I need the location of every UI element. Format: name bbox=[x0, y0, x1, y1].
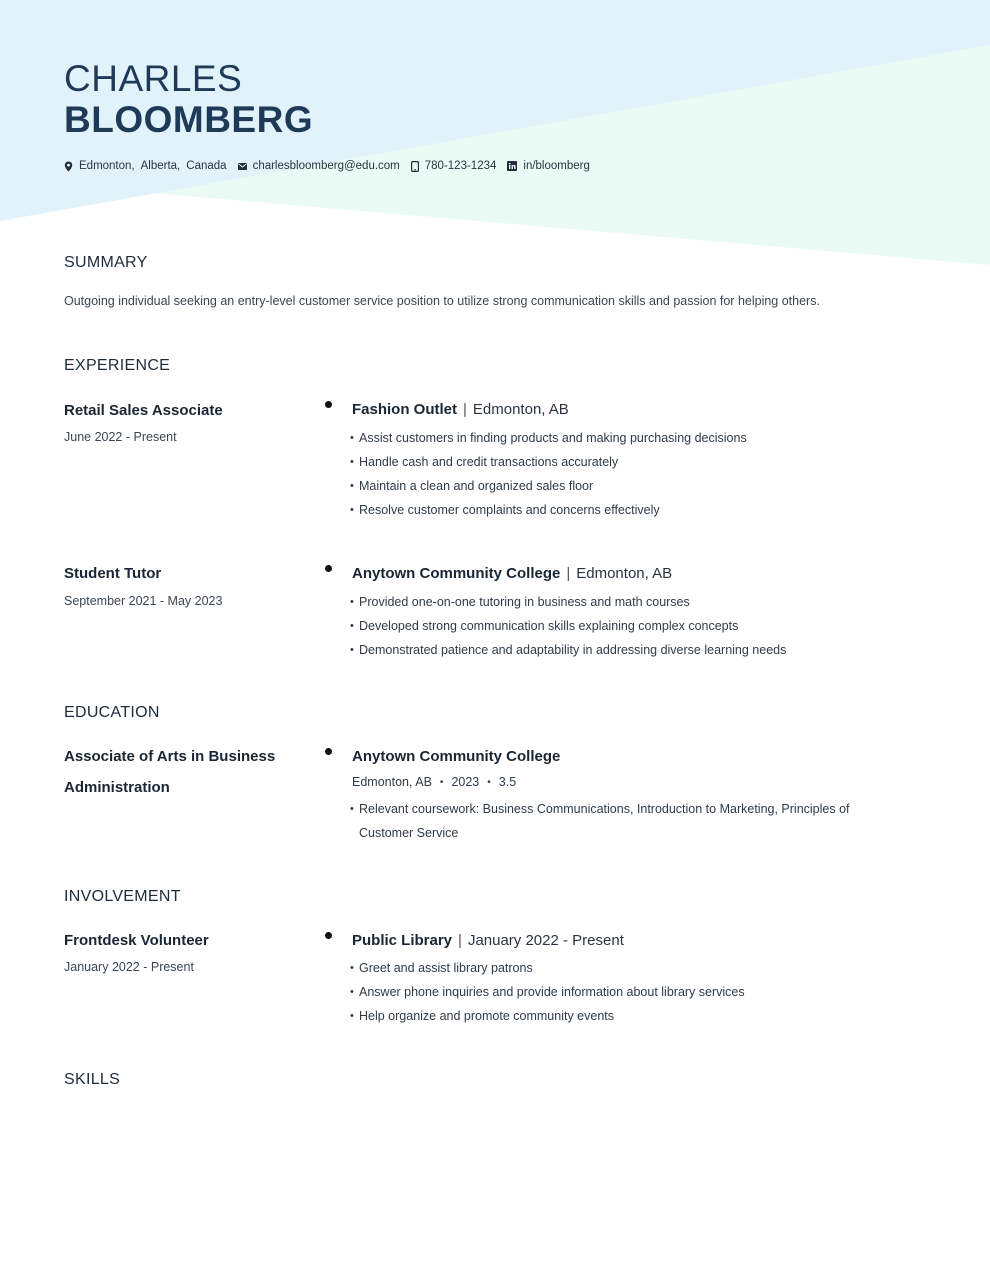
timeline-dot bbox=[325, 401, 332, 408]
job-title: Retail Sales Associate bbox=[64, 402, 223, 419]
job-org-line bbox=[352, 565, 672, 582]
first-name: CHARLES bbox=[64, 58, 243, 99]
contact-city: Edmonton, bbox=[79, 160, 135, 172]
contact-email[interactable] bbox=[238, 160, 400, 172]
education-bullets bbox=[350, 797, 905, 845]
timeline-dot bbox=[325, 565, 332, 572]
degree-title bbox=[64, 741, 304, 803]
linkedin-icon bbox=[507, 161, 517, 171]
employer-location: Edmonton, AB bbox=[576, 565, 673, 582]
job-dates: September 2021 - May 2023 bbox=[64, 594, 223, 608]
employer-name: Fashion Outlet bbox=[352, 401, 457, 418]
contact-location bbox=[64, 160, 227, 172]
involvement-org-dates: January 2022 - Present bbox=[467, 932, 624, 949]
contact-province: Alberta, bbox=[140, 160, 181, 172]
graduation-year: 2023 bbox=[451, 775, 480, 789]
contact-phone[interactable] bbox=[411, 160, 497, 172]
job-bullets bbox=[350, 426, 920, 522]
list-item: • Handle cash and credit transactions accurately bbox=[350, 450, 920, 474]
experience-heading: EXPERIENCE bbox=[64, 357, 171, 374]
summary-heading: SUMMARY bbox=[64, 254, 148, 271]
summary-text: Outgoing individual seeking an entry-level customer service position to utilize strong communication skills and passion for helping others. bbox=[64, 294, 820, 308]
education-meta bbox=[352, 775, 516, 789]
list-item: • Answer phone inquiries and provide information about library services bbox=[350, 980, 920, 1004]
involvement-org: Public Library bbox=[352, 932, 453, 949]
linkedin-text: in/bloomberg bbox=[523, 160, 590, 172]
list-item: • Resolve customer complaints and concerns effectively bbox=[350, 498, 920, 522]
list-item: • Greet and assist library patrons bbox=[350, 956, 920, 980]
contact-bar bbox=[64, 160, 601, 172]
meta-separator: • bbox=[487, 776, 491, 788]
list-item: • Help organize and promote community events bbox=[350, 1004, 920, 1028]
phone-icon bbox=[411, 161, 419, 172]
degree-line-2: Administration bbox=[64, 779, 170, 796]
list-item: • Provided one-on-one tutoring in business and math courses bbox=[350, 590, 920, 614]
education-heading: EDUCATION bbox=[64, 704, 160, 721]
involvement-org-line bbox=[352, 932, 624, 949]
list-item: • Assist customers in finding products and making purchasing decisions bbox=[350, 426, 920, 450]
pipe-separator: | bbox=[463, 401, 467, 418]
job-bullets bbox=[350, 590, 920, 662]
degree-line-1: Associate of Arts in Business bbox=[64, 748, 276, 765]
involvement-role: Frontdesk Volunteer bbox=[64, 932, 209, 949]
timeline-dot bbox=[325, 748, 332, 755]
school-location: Edmonton, AB bbox=[352, 775, 432, 789]
pipe-separator: | bbox=[566, 565, 571, 582]
involvement-bullets bbox=[350, 956, 920, 1028]
location-pin-icon bbox=[64, 161, 73, 172]
candidate-name bbox=[64, 58, 313, 140]
job-org-line bbox=[352, 401, 569, 418]
employer-name: Anytown Community College bbox=[352, 565, 561, 582]
phone-text: 780-123-1234 bbox=[424, 160, 497, 172]
involvement-heading: INVOLVEMENT bbox=[64, 888, 181, 905]
contact-country: Canada bbox=[186, 160, 227, 172]
involvement-dates: January 2022 - Present bbox=[64, 960, 194, 974]
list-item: • Demonstrated patience and adaptability in addressing diverse learning needs bbox=[350, 638, 920, 662]
employer-location: Edmonton, AB bbox=[472, 401, 569, 418]
envelope-icon bbox=[238, 163, 247, 170]
pipe-separator: | bbox=[458, 932, 462, 949]
list-item: • Maintain a clean and organized sales floor bbox=[350, 474, 920, 498]
school-line bbox=[352, 748, 560, 765]
job-dates: June 2022 - Present bbox=[64, 430, 177, 444]
skills-heading: SKILLS bbox=[64, 1071, 121, 1088]
gpa-value: 3.5 bbox=[498, 775, 517, 789]
job-title: Student Tutor bbox=[64, 565, 162, 582]
school-name: Anytown Community College bbox=[352, 748, 561, 765]
list-item: • Relevant coursework: Business Communications, Introduction to Marketing, Principles of Customer Service bbox=[350, 797, 905, 845]
last-name: BLOOMBERG bbox=[64, 99, 314, 140]
email-text: charlesbloomberg@edu.com bbox=[252, 160, 400, 172]
meta-separator: • bbox=[439, 776, 444, 788]
contact-linkedin[interactable] bbox=[507, 160, 589, 172]
list-item: • Developed strong communication skills explaining complex concepts bbox=[350, 614, 920, 638]
timeline-dot bbox=[325, 932, 332, 939]
